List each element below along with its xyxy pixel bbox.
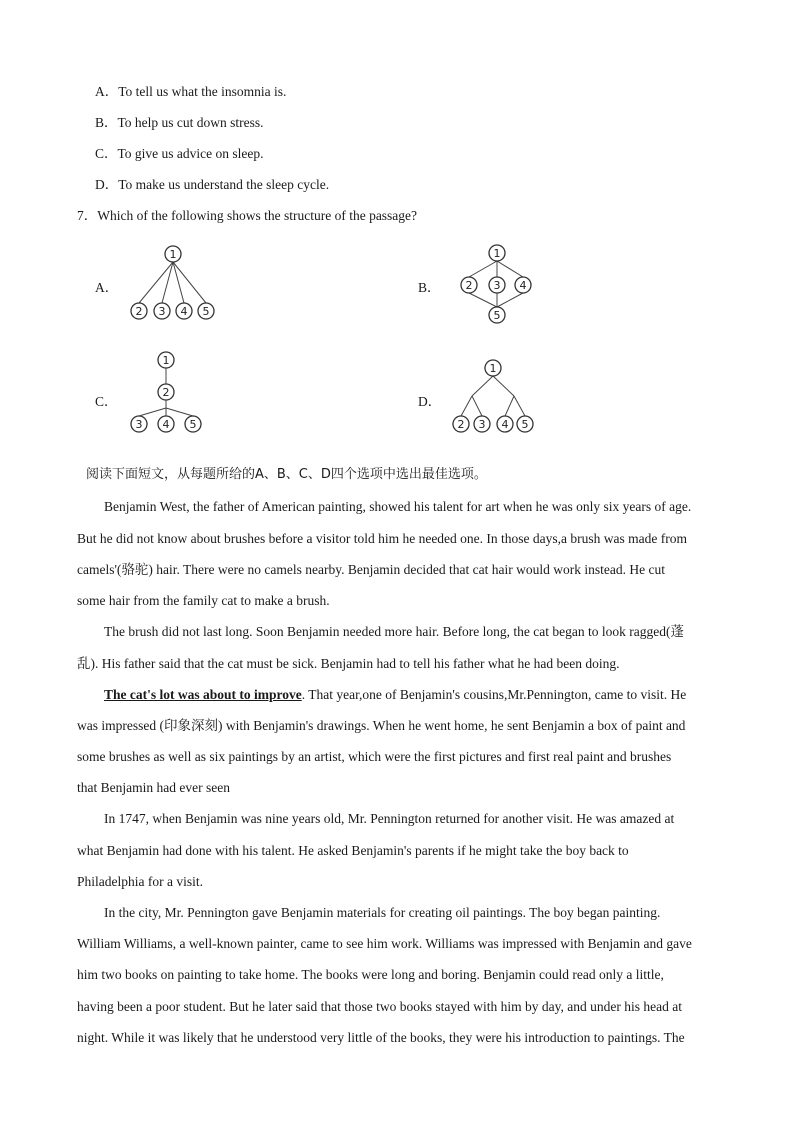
node-2: 2 [457, 418, 465, 431]
passage-line: night. While it was likely that he understood very little of the books, they were his introduction to paintings. The [77, 1030, 685, 1045]
passage-line: 乱). His father said that the cat must be sick. Benjamin had to tell his father what he had been doing. [77, 656, 620, 671]
passage-line: But he did not know about brushes before a visitor told him he needed one. In those days,a brush was made from [77, 531, 687, 546]
node-2: 2 [162, 386, 170, 399]
diagram-b-label: B． [418, 280, 441, 295]
node-2: 2 [135, 305, 143, 318]
passage-line: William Williams, a well-known painter, came to see him work. Williams was impressed with Benjamin and gave [77, 936, 692, 951]
passage-line: The brush did not last long. Soon Benjamin needed more hair. Before long, the cat began to look ragged(蓬 [104, 624, 684, 639]
diagram-c [125, 348, 210, 438]
underlined-phrase: The cat's lot was about to improve [104, 687, 302, 702]
option-c: C．To give us advice on sleep. [95, 146, 264, 161]
diagram-c-label: C． [95, 394, 118, 409]
node-4: 4 [162, 418, 170, 431]
node-4: 4 [180, 305, 188, 318]
option-a: A．To tell us what the insomnia is. [95, 84, 287, 99]
passage-line: what Benjamin had done with his talent. He asked Benjamin's parents if he might take the boy back to [77, 843, 629, 858]
passage-line: having been a poor student. But he later said that those two books stayed with him by day, and under his head at [77, 999, 682, 1014]
node-2: 2 [465, 279, 473, 292]
node-3: 3 [158, 305, 166, 318]
option-d: D．To make us understand the sleep cycle. [95, 177, 330, 192]
node-5: 5 [521, 418, 529, 431]
option-b: B．To help us cut down stress. [95, 115, 264, 130]
node-3: 3 [478, 418, 486, 431]
node-5: 5 [202, 305, 210, 318]
node-5: 5 [189, 418, 197, 431]
passage-line: In the city, Mr. Pennington gave Benjamin materials for creating oil paintings. The boy began painting. [104, 905, 661, 920]
node-5: 5 [493, 309, 501, 322]
passage-line: In 1747, when Benjamin was nine years old, Mr. Pennington returned for another visit. He was amazed at [104, 811, 675, 826]
passage-line: The cat's lot was about to improve. That year,one of Benjamin's cousins,Mr.Pennington, came to visit. He [104, 687, 687, 702]
diagram-d [448, 356, 540, 438]
diagram-d-label: D． [418, 394, 442, 409]
node-3: 3 [493, 279, 501, 292]
node-1: 1 [169, 248, 177, 261]
node-3: 3 [135, 418, 143, 431]
passage-line: Benjamin West, the father of American painting, showed his talent for art when he was only six years of age. [104, 499, 692, 514]
passage-line: that Benjamin had ever seen [77, 780, 230, 795]
passage-line: was impressed (印象深刻) with Benjamin's drawings. When he went home, he sent Benjamin a box of paint and [77, 718, 686, 733]
passage-line: him two books on painting to take home. The books were long and boring. Benjamin could read only a little, [77, 967, 664, 982]
passage-line: some hair from the family cat to make a brush. [77, 593, 330, 608]
node-1: 1 [489, 362, 497, 375]
node-4: 4 [519, 279, 527, 292]
node-1: 1 [493, 247, 501, 260]
node-1: 1 [162, 354, 170, 367]
diagram-b [452, 240, 542, 328]
diagram-a-label: A． [95, 280, 119, 295]
reading-instruction: 阅读下面短文，从每题所给的A、B、C、D四个选项中选出最佳选项。 [86, 467, 487, 482]
passage-line: some brushes as well as six paintings by an artist, which were the first pictures and first real paint and brushes [77, 749, 672, 764]
diagram-a [125, 242, 220, 324]
question-7: 7．Which of the following shows the structure of the passage? [77, 208, 418, 223]
passage-line: Philadelphia for a visit. [77, 874, 203, 889]
passage-line: camels'(骆驼) hair. There were no camels nearby. Benjamin decided that cat hair would work instead. He cut [77, 562, 665, 577]
node-4: 4 [501, 418, 509, 431]
